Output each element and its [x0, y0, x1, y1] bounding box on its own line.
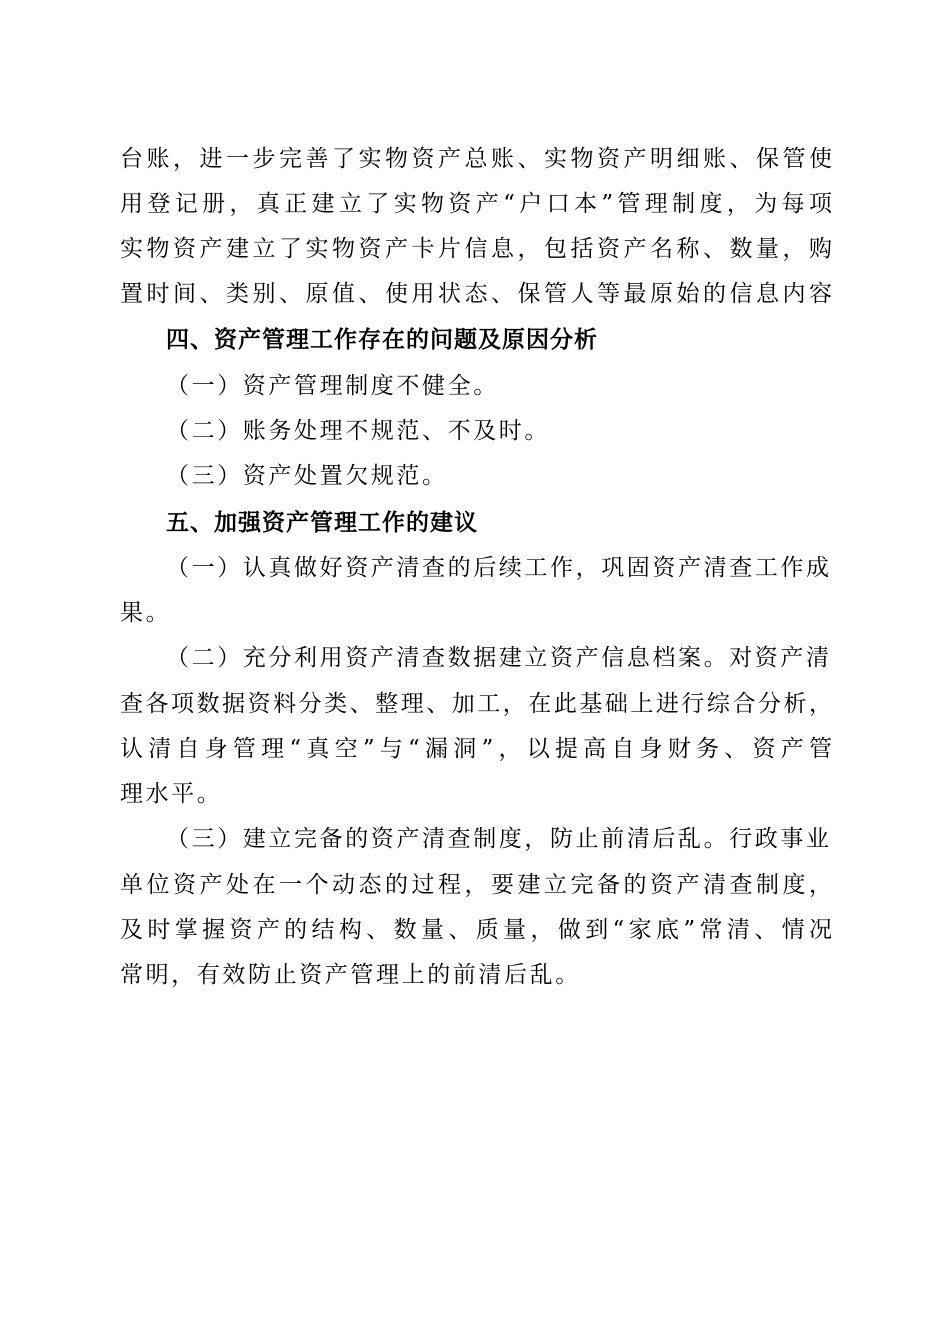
paragraph-line: 查各项数据资料分类、整理、加工，在此基础上进行综合分析， — [120, 691, 832, 717]
list-item: （二）账务处理不规范、不及时。 — [166, 418, 550, 444]
section-heading-four: 四、资产管理工作存在的问题及原因分析 — [166, 327, 598, 353]
paragraph-line: 单位资产处在一个动态的过程，要建立完备的资产清查制度， — [120, 872, 832, 898]
paragraph-line: 果。 — [120, 600, 172, 626]
paragraph-line: 及时掌握资产的结构、数量、质量，做到“家底”常清、情况 — [120, 917, 832, 943]
list-item: （一）资产管理制度不健全。 — [166, 373, 499, 399]
paragraph-line: （一）认真做好资产清查的后续工作，巩固资产清查工作成 — [166, 555, 832, 581]
paragraph-line: 常明，有效防止资产管理上的前清后乱。 — [120, 962, 581, 988]
paragraph-line: 理水平。 — [120, 781, 223, 807]
body-line: 台账，进一步完善了实物资产总账、实物资产明细账、保管使 — [120, 146, 832, 172]
paragraph-line: （三）建立完备的资产清查制度，防止前清后乱。行政事业 — [166, 826, 832, 852]
list-item: （三）资产处置欠规范。 — [166, 463, 448, 489]
paragraph-line: （二）充分利用资产清查数据建立资产信息档案。对资产清 — [166, 645, 832, 671]
section-heading-five: 五、加强资产管理工作的建议 — [166, 510, 478, 536]
body-line: 置时间、类别、原值、使用状态、保管人等最原始的信息内容 — [120, 281, 832, 307]
body-line: 用登记册，真正建立了实物资产“户口本”管理制度，为每项 — [120, 191, 832, 217]
body-line: 实物资产建立了实物资产卡片信息，包括资产名称、数量，购 — [120, 236, 832, 262]
paragraph-line: 认清自身管理“真空”与“漏洞”，以提高自身财务、资产管 — [120, 736, 832, 762]
